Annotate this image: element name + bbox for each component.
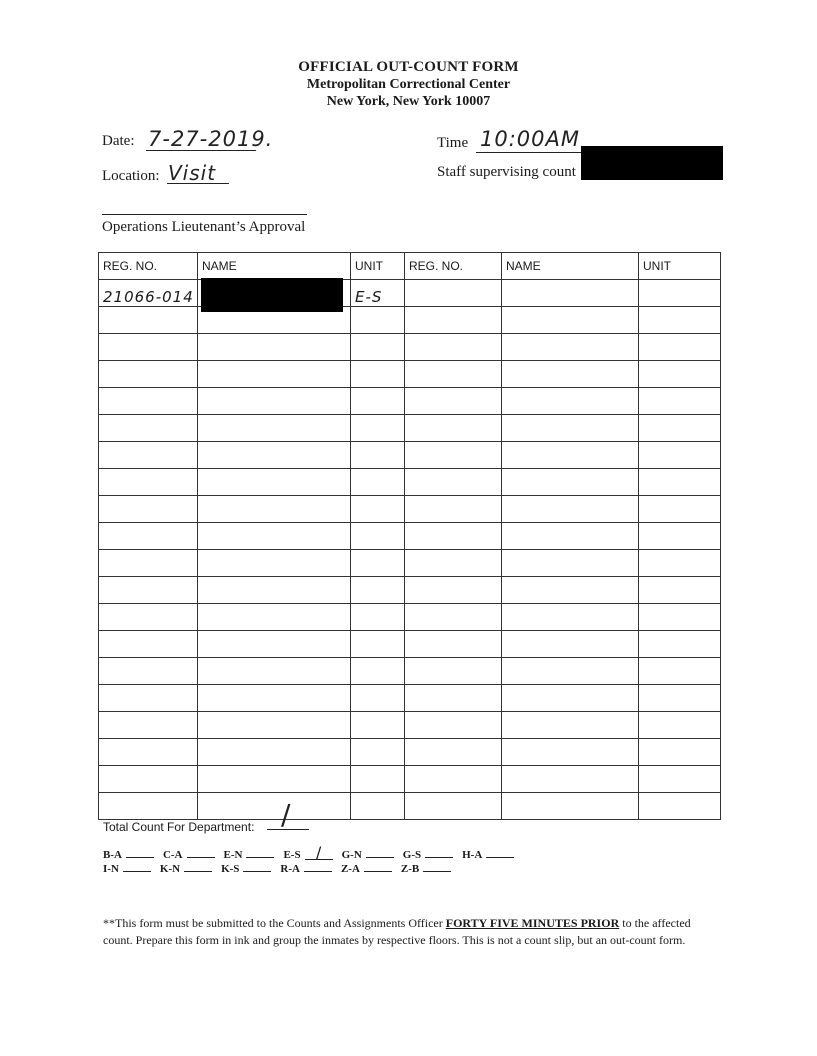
unit-cell (351, 766, 405, 793)
reg-no-cell (99, 442, 198, 469)
unit-cell (351, 577, 405, 604)
unit-count-blank (243, 861, 271, 872)
reg-no-cell (99, 685, 198, 712)
name-cell (198, 334, 351, 361)
unit-code-label: R-A (280, 863, 300, 875)
reg-no-cell (405, 793, 502, 820)
name-cell (198, 415, 351, 442)
reg-no-cell (99, 334, 198, 361)
time-label: Time (437, 135, 469, 151)
unit-code-label: E-N (223, 849, 243, 861)
name-cell (502, 442, 639, 469)
unit-cell (639, 415, 721, 442)
table-row (99, 523, 721, 550)
table-row (99, 793, 721, 820)
out-count-table (98, 252, 721, 820)
units-row-2 (103, 861, 460, 875)
unit-cell (639, 334, 721, 361)
unit-cell (639, 550, 721, 577)
header-reg-no-left: REG. NO. (99, 253, 198, 280)
reg-no-cell (99, 388, 198, 415)
total-count-value: / (281, 798, 292, 831)
table-row (99, 361, 721, 388)
table-row (99, 307, 721, 334)
name-cell (198, 766, 351, 793)
reg-no-cell (99, 712, 198, 739)
table-row (99, 442, 721, 469)
unit-cell (351, 523, 405, 550)
name-cell (198, 523, 351, 550)
reg-no-cell (405, 361, 502, 388)
staff-label: Staff supervising count (437, 164, 576, 180)
unit-cell (639, 388, 721, 415)
name-cell (502, 685, 639, 712)
reg-no-cell (405, 388, 502, 415)
name-cell (198, 739, 351, 766)
name-cell (502, 361, 639, 388)
unit-cell (639, 793, 721, 820)
unit-cell: E-S (351, 280, 405, 307)
unit-code-label: C-A (162, 849, 183, 861)
unit-cell (639, 442, 721, 469)
table-row (99, 685, 721, 712)
table-row (99, 469, 721, 496)
unit-count-blank (425, 847, 453, 858)
unit-cell (639, 685, 721, 712)
name-cell (502, 631, 639, 658)
unit-count-blank (304, 861, 332, 872)
reg-no-cell (405, 469, 502, 496)
unit-cell (639, 469, 721, 496)
name-cell (502, 388, 639, 415)
unit-cell (639, 523, 721, 550)
unit-code-label: G-S (402, 849, 422, 861)
name-cell (198, 793, 351, 820)
name-cell (502, 523, 639, 550)
unit-cell (639, 631, 721, 658)
name-cell (502, 739, 639, 766)
name-cell (502, 766, 639, 793)
table-row (99, 280, 721, 307)
unit-cell (351, 496, 405, 523)
reg-no-cell: 21066-014 (99, 280, 198, 307)
unit-count-blank (184, 861, 212, 872)
table-row (99, 631, 721, 658)
unit-cell (351, 550, 405, 577)
unit-count-blank (364, 861, 392, 872)
unit-cell (351, 631, 405, 658)
name-cell (502, 280, 639, 307)
unit-cell (639, 280, 721, 307)
name-cell (502, 334, 639, 361)
unit-cell (351, 739, 405, 766)
table-row (99, 739, 721, 766)
unit-code-label: G-N (341, 849, 362, 861)
name-cell (502, 415, 639, 442)
table-row (99, 388, 721, 415)
total-count-label: Total Count For Department: (103, 820, 255, 834)
unit-count-blank (246, 847, 274, 858)
unit-count-blank (486, 847, 514, 858)
unit-cell (639, 307, 721, 334)
unit-cell (639, 496, 721, 523)
unit-code-label: K-S (221, 863, 240, 875)
reg-no-cell (99, 604, 198, 631)
reg-no-cell (99, 631, 198, 658)
reg-no-cell (99, 496, 198, 523)
name-cell (198, 712, 351, 739)
name-cell (198, 685, 351, 712)
name-cell (502, 550, 639, 577)
reg-no-cell (405, 334, 502, 361)
approval-signature-line (102, 214, 307, 215)
unit-code-label: Z-A (340, 863, 360, 875)
name-cell (502, 604, 639, 631)
unit-count-blank (187, 847, 215, 858)
location-label: Location: (102, 168, 160, 184)
name-cell (198, 550, 351, 577)
table-row (99, 658, 721, 685)
name-cell (198, 388, 351, 415)
name-cell (198, 361, 351, 388)
unit-code-label: K-N (159, 863, 181, 875)
reg-no-cell (99, 658, 198, 685)
table-row (99, 712, 721, 739)
unit-count-blank (423, 861, 451, 872)
unit-cell (639, 658, 721, 685)
form-subtitle-address: New York, New York 10007 (326, 94, 491, 109)
date-label: Date: (102, 133, 135, 149)
inmate-name-redaction (201, 278, 343, 312)
unit-cell (351, 685, 405, 712)
name-cell (198, 496, 351, 523)
unit-cell (639, 712, 721, 739)
reg-no-cell (405, 658, 502, 685)
unit-cell (351, 361, 405, 388)
name-cell (198, 631, 351, 658)
reg-no-cell (405, 550, 502, 577)
table-header-row (99, 253, 721, 280)
reg-no-cell (99, 577, 198, 604)
header-unit-left: UNIT (351, 253, 405, 280)
reg-no-cell (405, 631, 502, 658)
reg-no-cell (405, 577, 502, 604)
reg-no-cell (99, 469, 198, 496)
unit-count-blank (126, 847, 154, 858)
reg-no-cell (99, 307, 198, 334)
submission-instructions (103, 915, 723, 949)
time-value: 10:00AM (480, 127, 581, 151)
name-cell (198, 577, 351, 604)
reg-no-cell (405, 766, 502, 793)
unit-count-blank: / (305, 849, 333, 860)
instructions-text-start: **This form must be submitted to the Counts and Assignments Officer (103, 916, 446, 930)
unit-cell (351, 388, 405, 415)
name-cell (198, 658, 351, 685)
name-cell (502, 577, 639, 604)
unit-cell (351, 307, 405, 334)
reg-no-cell (99, 415, 198, 442)
reg-no-cell (99, 739, 198, 766)
header-unit-right: UNIT (639, 253, 721, 280)
unit-cell (351, 469, 405, 496)
table-row (99, 550, 721, 577)
form-subtitle-facility: Metropolitan Correctional Center (306, 77, 511, 92)
unit-code-label: Z-B (400, 863, 420, 875)
date-value: 7-27-2019. (148, 127, 274, 151)
reg-no-cell (405, 307, 502, 334)
reg-no-cell (99, 766, 198, 793)
unit-cell (639, 604, 721, 631)
unit-cell (351, 442, 405, 469)
staff-name-redaction (581, 146, 723, 180)
reg-no-cell (99, 793, 198, 820)
unit-cell (351, 604, 405, 631)
unit-code-label: E-S (283, 849, 301, 861)
reg-no-cell (99, 523, 198, 550)
unit-cell (639, 739, 721, 766)
table-row (99, 604, 721, 631)
name-cell (502, 658, 639, 685)
table-row (99, 577, 721, 604)
name-cell (198, 469, 351, 496)
time-underline (476, 152, 581, 153)
header-name-right: NAME (502, 253, 639, 280)
approval-label: Operations Lieutenant’s Approval (102, 219, 306, 235)
reg-no-cell (405, 280, 502, 307)
table-row (99, 415, 721, 442)
reg-no-cell (405, 496, 502, 523)
form-title: OFFICIAL OUT-COUNT FORM (298, 59, 519, 75)
table-row (99, 496, 721, 523)
unit-cell (351, 334, 405, 361)
units-row-1 (103, 843, 523, 862)
reg-no-cell (99, 550, 198, 577)
reg-no-cell (405, 415, 502, 442)
unit-cell (351, 415, 405, 442)
name-cell (502, 793, 639, 820)
header-name-left: NAME (198, 253, 351, 280)
reg-no-cell (405, 523, 502, 550)
unit-cell (639, 361, 721, 388)
unit-code-label: H-A (462, 849, 483, 861)
table-row (99, 766, 721, 793)
name-cell (502, 307, 639, 334)
location-value: Visit (168, 161, 217, 185)
unit-count-blank (366, 847, 394, 858)
reg-no-cell (405, 442, 502, 469)
reg-no-cell (99, 361, 198, 388)
name-cell (502, 469, 639, 496)
name-cell (198, 604, 351, 631)
name-cell (502, 712, 639, 739)
instructions-text-end: to the affected count. Prepare this form in ink and group the inmates by respective floors. This is not a count slip, but an out-count form. (103, 916, 691, 947)
reg-no-cell (405, 739, 502, 766)
instructions-deadline: FORTY FIVE MINUTES PRIOR (445, 916, 620, 930)
unit-cell (351, 793, 405, 820)
unit-code-label: B-A (103, 849, 122, 861)
unit-cell (351, 658, 405, 685)
unit-code-label: I-N (103, 863, 119, 875)
reg-no-cell (405, 604, 502, 631)
reg-no-cell (405, 712, 502, 739)
name-cell (198, 442, 351, 469)
unit-count-blank (123, 861, 151, 872)
reg-no-cell (405, 685, 502, 712)
table-row (99, 334, 721, 361)
header-reg-no-right: REG. NO. (405, 253, 502, 280)
name-cell (502, 496, 639, 523)
unit-cell (639, 577, 721, 604)
unit-cell (639, 766, 721, 793)
unit-cell (351, 712, 405, 739)
